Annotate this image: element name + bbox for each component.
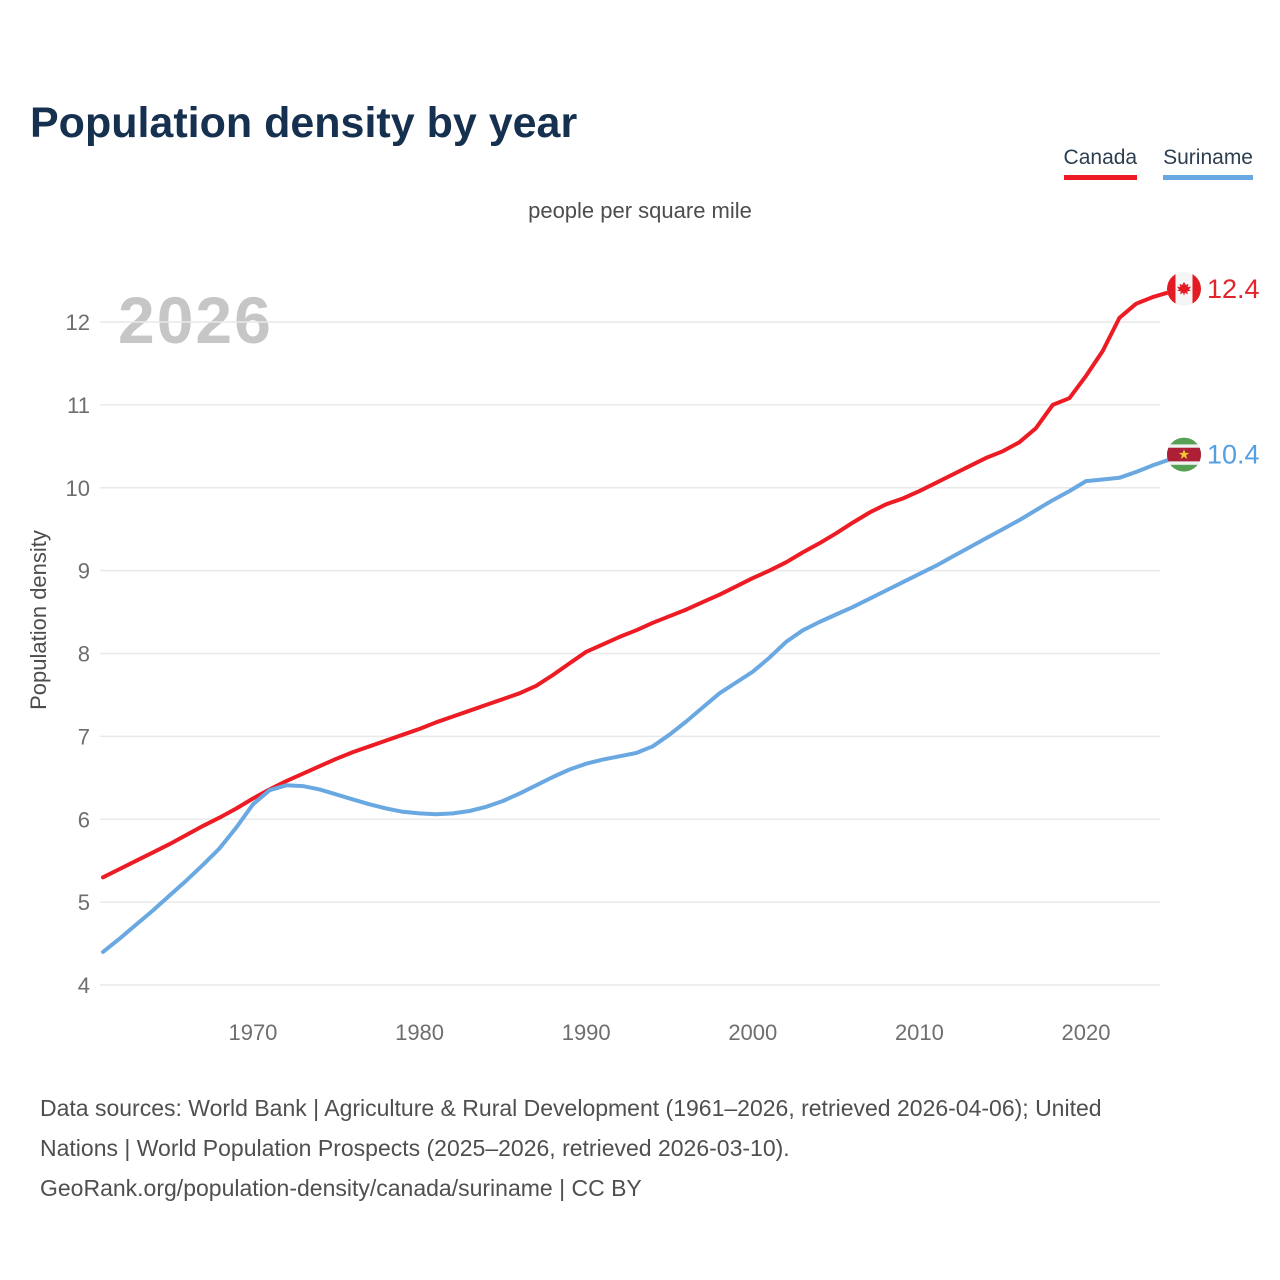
x-tick-1980: 1980	[395, 1020, 445, 1045]
y-tick-6: 6	[77, 807, 90, 833]
x-tick-1990: 1990	[561, 1020, 611, 1045]
footer-data-sources-line1: Data sources: World Bank | Agriculture & Rural Development (1961–2026, retrieved 2026-04-06); United	[40, 1095, 1102, 1121]
y-tick-11: 11	[67, 392, 90, 418]
footer-data-sources-line2: Nations | World Population Prospects (2025–2026, retrieved 2026-03-10).	[40, 1135, 790, 1161]
x-tick-2010: 2010	[894, 1020, 944, 1045]
page-title: Population density by year	[30, 98, 578, 147]
y-tick-5: 5	[77, 890, 90, 916]
suriname-flag-icon	[1167, 438, 1201, 472]
legend-item-canada[interactable]: Canada	[1064, 146, 1138, 180]
chart-subtitle: people per square mile	[528, 198, 752, 223]
y-tick-12: 12	[65, 310, 90, 335]
suriname-line	[103, 455, 1186, 952]
canada-line	[103, 289, 1186, 878]
y-tick-9: 9	[77, 558, 90, 584]
chart-svg	[0, 240, 1280, 1080]
y-tick-10: 10	[65, 475, 90, 501]
legend-item-suriname[interactable]: Suriname	[1163, 146, 1253, 180]
y-tick-7: 7	[77, 724, 90, 750]
x-tick-2020: 2020	[1061, 1020, 1111, 1045]
y-axis-title: Population density	[26, 530, 51, 710]
x-tick-2000: 2000	[728, 1020, 778, 1045]
y-tick-8: 8	[77, 641, 90, 667]
footer	[40, 1088, 1250, 1208]
y-tick-4: 4	[77, 973, 90, 998]
legend	[1064, 146, 1253, 180]
canada-end-value: 12.4	[1207, 273, 1260, 304]
x-tick-1970: 1970	[228, 1020, 278, 1045]
canada-flag-icon	[1167, 272, 1201, 306]
suriname-end-value: 10.4	[1207, 439, 1260, 470]
footer-attribution: GeoRank.org/population-density/canada/suriname | CC BY	[40, 1175, 642, 1201]
watermark-year: 2026	[118, 283, 273, 357]
